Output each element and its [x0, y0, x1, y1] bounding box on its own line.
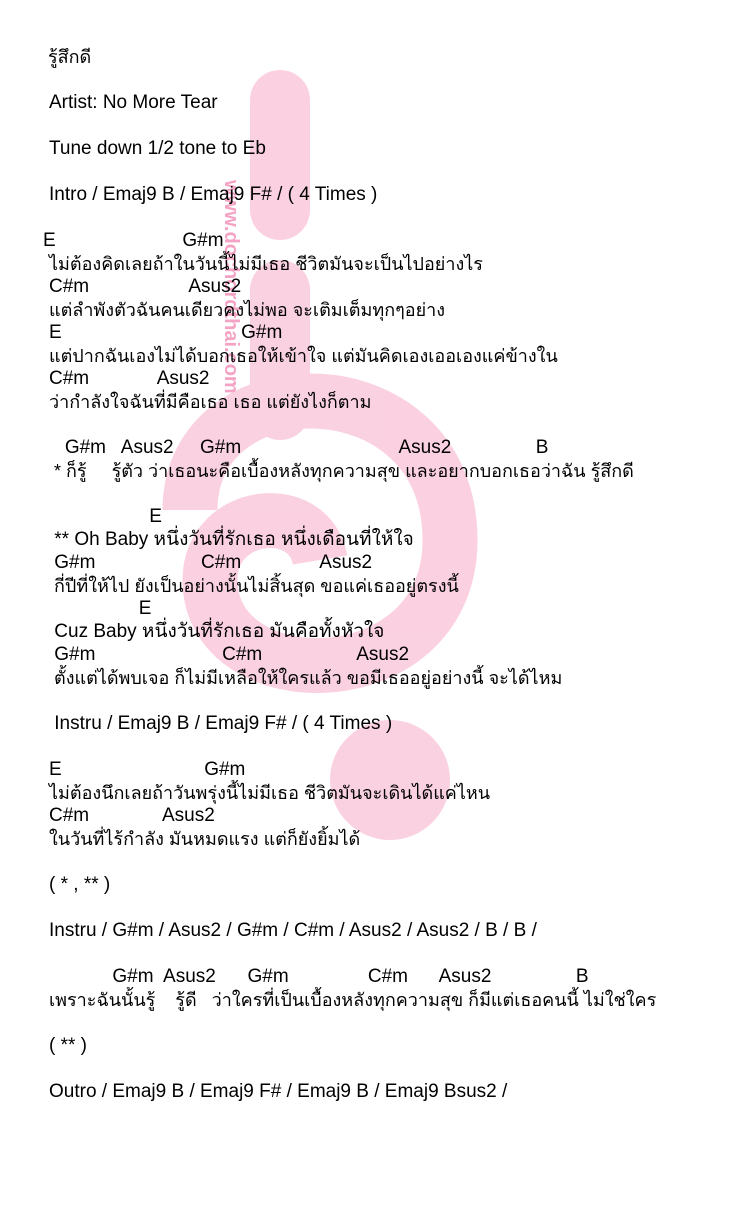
- intro-line: Intro / Emaj9 B / Emaj9 F# / ( 4 Times ): [49, 184, 378, 205]
- lyric-line: ในวันที่ไร้กำลัง มันหมดแรง แต่ก็ยังยิ้มได้: [49, 829, 361, 849]
- chord-line: G#m Asus2 G#m C#m Asus2 B: [49, 966, 589, 987]
- chord-line: E G#m: [49, 759, 246, 780]
- chord-line: E G#m: [49, 322, 283, 343]
- lyric-line: เพราะฉันนั้นรู้ รู้ดี ว่าใครที่เป็นเบื้องหลังทุกความสุข ก็มีแต่เธอคนนี้ ไม่ใช่ใคร: [49, 990, 657, 1010]
- chord-line: E G#m: [43, 230, 224, 251]
- instru-line: Instru / Emaj9 B / Emaj9 F# / ( 4 Times ): [49, 713, 393, 734]
- chord-line: G#m C#m Asus2: [49, 644, 410, 665]
- chord-line: E: [49, 598, 152, 619]
- lyric-line: * ก็รู้ รู้ตัว ว่าเธอนะคือเบื้องหลังทุกความสุข และอยากบอกเธอว่าฉัน รู้สึกดี: [49, 461, 634, 481]
- chord-line: C#m Asus2: [49, 805, 215, 826]
- lyric-line: ว่ากำลังใจฉันที่มีคือเธอ เธอ แต่ยังไงก็ตาม: [49, 392, 372, 412]
- lyric-line: ไม่ต้องนึกเลยถ้าวันพรุ่งนี้ไม่มีเธอ ชีวิตมันจะเดินได้แค่ไหน: [49, 783, 491, 803]
- lyric-line: แต่ปากฉันเองไม่ได้บอกเธอให้เข้าใจ แต่มันคิดเองเออเองแค่ข้างใน: [49, 346, 558, 366]
- chord-line: C#m Asus2: [49, 368, 210, 389]
- lyric-line: Cuz Baby หนึ่งวันที่รักเธอ มันคือทั้งหัวใจ: [49, 621, 385, 642]
- chord-line: C#m Asus2: [49, 276, 242, 297]
- instru-line: Instru / G#m / Asus2 / G#m / C#m / Asus2 / Asus2 / B / B /: [49, 920, 537, 941]
- artist-line: Artist: No More Tear: [49, 92, 218, 113]
- tuning-line: Tune down 1/2 tone to Eb: [49, 138, 266, 159]
- lyric-line: ** Oh Baby หนึ่งวันที่รักเธอ หนึ่งเดือนที่ให้ใจ: [49, 529, 414, 550]
- chord-line: G#m Asus2 G#m Asus2 B: [49, 437, 549, 458]
- repeat-line: ( ** ): [49, 1035, 87, 1056]
- song-title: รู้สึกดี: [48, 47, 92, 67]
- chord-line: E: [49, 506, 162, 527]
- watermark-dot: [330, 720, 450, 840]
- outro-line: Outro / Emaj9 B / Emaj9 F# / Emaj9 B / Emaj9 Bsus2 /: [49, 1081, 508, 1102]
- repeat-line: ( * , ** ): [49, 874, 111, 895]
- lyric-line: ไม่ต้องคิดเลยถ้าในวันนี้ไม่มีเธอ ชีวิตมันจะเป็นไปอย่างไร: [49, 254, 483, 274]
- lyric-line: กี่ปีที่ให้ไป ยังเป็นอย่างนั้นไม่สิ้นสุด ขอแค่เธออยู่ตรงนี้: [49, 576, 459, 596]
- lyric-line: ตั้งแต่ได้พบเจอ ก็ไม่มีเหลือให้ใครแล้ว ขอมีเธออยู่อย่างนี้ จะได้ไหม: [49, 668, 563, 688]
- watermark-text: www.dochordthai.com: [220, 180, 242, 394]
- lyric-line: แต่ลำพังตัวฉันคนเดียวคงไม่พอ จะเติมเต็มทุกๆอย่าง: [49, 300, 446, 320]
- chord-line: G#m C#m Asus2: [49, 552, 373, 573]
